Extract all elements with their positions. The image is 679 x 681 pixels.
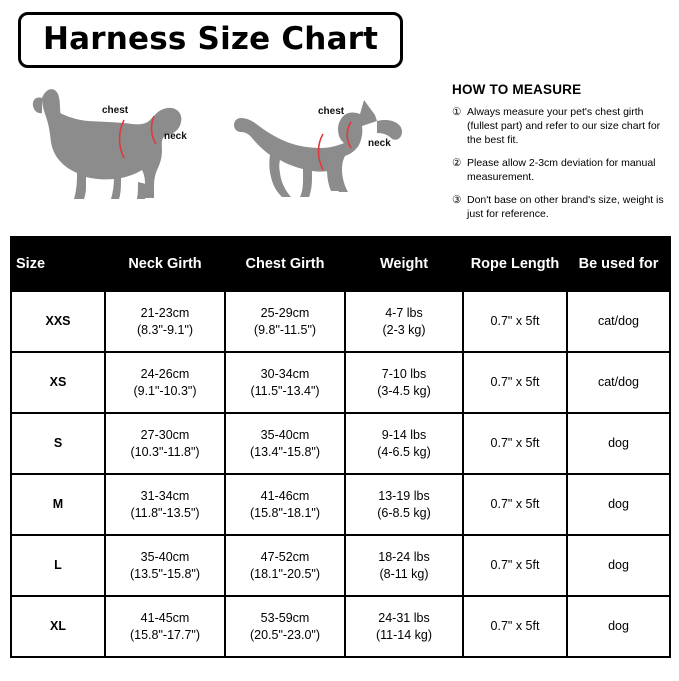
size-table [10,236,671,658]
cell-neck-in: (10.3"-11.8") [130,444,200,459]
cell-chest-girth [225,535,345,596]
how-to-measure-panel [446,80,669,231]
cell-weight [345,291,463,352]
column-header-weight: Weight [345,237,463,291]
cell-neck-girth [105,413,225,474]
table-header-row [11,237,670,291]
cell-chest-girth [225,474,345,535]
size-table-body [11,291,670,657]
cell-weight [345,474,463,535]
cell-neck-cm: 31-34cm [140,489,190,504]
cell-neck-in: (13.5"-15.8") [129,566,201,581]
cell-neck-cm: 27-30cm [140,428,190,443]
cell-weight-lbs: 9-14 lbs [381,428,427,443]
cell-chest-in: (15.8"-18.1") [249,505,321,520]
table-row [11,535,670,596]
cell-size: M [11,474,105,535]
cell-chest-girth [225,352,345,413]
cell-weight-kg: (2-3 kg) [382,322,426,337]
page-title-box [18,12,403,68]
how-to-item-number: ① [452,106,462,119]
table-row [11,413,670,474]
cell-chest-in: (20.5"-23.0") [249,627,321,642]
cell-neck-girth [105,352,225,413]
cell-be-used-for: dog [567,474,670,535]
cell-chest-girth [225,413,345,474]
cell-chest-in: (13.4"-15.8") [249,444,321,459]
pet-figures [10,80,446,230]
cell-size: L [11,535,105,596]
table-row [11,474,670,535]
column-header-be-used-for: Be used for [567,237,670,291]
cell-chest-cm: 25-29cm [260,306,310,321]
cell-rope-length: 0.7" x 5ft [463,535,567,596]
cell-weight [345,535,463,596]
cell-chest-cm: 41-46cm [260,489,310,504]
cell-neck-cm: 21-23cm [140,306,190,321]
dog-measure-lines [24,80,204,230]
how-to-item-text: Don't base on other brand's size, weight is just for reference. [467,193,664,220]
cell-neck-cm: 24-26cm [140,367,190,382]
cell-chest-cm: 53-59cm [260,611,310,626]
cell-weight-kg: (11-14 kg) [375,627,433,642]
how-to-item [452,106,669,148]
how-to-item-text: Always measure your pet's chest girth (fullest part) and refer to our size chart for the best fit. [467,106,661,146]
cell-weight-kg: (3-4.5 kg) [377,383,431,398]
cell-chest-cm: 35-40cm [260,428,310,443]
cell-weight-lbs: 4-7 lbs [385,306,423,321]
how-to-item-text: Please allow 2-3cm deviation for manual measurement. [467,156,656,183]
cell-weight-lbs: 18-24 lbs [378,550,430,565]
cell-neck-in: (15.8"-17.7") [129,627,201,642]
cell-neck-girth [105,291,225,352]
cat-figure [225,80,415,235]
cell-rope-length: 0.7" x 5ft [463,352,567,413]
cell-be-used-for: dog [567,413,670,474]
cell-chest-cm: 30-34cm [260,367,310,382]
cell-weight-lbs: 13-19 lbs [378,489,430,504]
cell-neck-in: (11.8"-13.5") [130,505,200,520]
how-to-item [452,157,669,185]
cell-weight-kg: (8-11 kg) [379,566,429,581]
cell-be-used-for: dog [567,535,670,596]
column-header-neck-girth: Neck Girth [105,237,225,291]
cell-neck-girth [105,474,225,535]
cell-weight-kg: (6-8.5 kg) [377,505,431,520]
column-header-size: Size [11,237,105,291]
table-row [11,352,670,413]
cell-chest-in: (9.8"-11.5") [253,322,317,337]
cell-neck-girth [105,535,225,596]
cell-chest-in: (18.1"-20.5") [249,566,321,581]
how-to-item [452,194,669,222]
cell-chest-girth [225,291,345,352]
cell-rope-length: 0.7" x 5ft [463,291,567,352]
cell-weight [345,596,463,657]
cell-weight-lbs: 7-10 lbs [381,367,427,382]
cell-chest-in: (11.5"-13.4") [250,383,320,398]
cell-weight [345,413,463,474]
dog-chest-label: chest [102,105,129,117]
cell-weight-kg: (4-6.5 kg) [377,444,431,459]
cell-chest-cm: 47-52cm [260,550,310,565]
cell-size: S [11,413,105,474]
cell-size: XL [11,596,105,657]
cell-be-used-for: cat/dog [567,291,670,352]
cell-chest-girth [225,596,345,657]
cell-rope-length: 0.7" x 5ft [463,413,567,474]
cell-neck-in: (9.1"-10.3") [133,383,197,398]
cell-be-used-for: cat/dog [567,352,670,413]
dog-neck-label: neck [164,131,187,143]
column-header-chest-girth: Chest Girth [225,237,345,291]
cat-neck-label: neck [368,138,391,150]
page-title: Harness Size Chart [43,21,379,57]
cell-rope-length: 0.7" x 5ft [463,474,567,535]
cell-weight [345,352,463,413]
cell-weight-lbs: 24-31 lbs [378,611,430,626]
cell-rope-length: 0.7" x 5ft [463,596,567,657]
dog-figure [24,80,204,235]
cell-be-used-for: dog [567,596,670,657]
how-to-item-number: ③ [452,193,462,206]
cell-neck-girth [105,596,225,657]
cell-neck-cm: 35-40cm [140,550,190,565]
cat-measure-lines [225,80,415,230]
cell-size: XXS [11,291,105,352]
table-row [11,291,670,352]
illustration-section [10,80,669,230]
column-header-rope-length: Rope Length [463,237,567,291]
cell-size: XS [11,352,105,413]
cat-chest-label: chest [318,106,345,118]
table-row [11,596,670,657]
cell-neck-cm: 41-45cm [140,611,190,626]
cell-neck-in: (8.3"-9.1") [136,322,194,337]
how-to-item-number: ② [452,156,462,169]
how-to-measure-heading: HOW TO MEASURE [452,82,582,98]
size-table-header [11,237,670,291]
